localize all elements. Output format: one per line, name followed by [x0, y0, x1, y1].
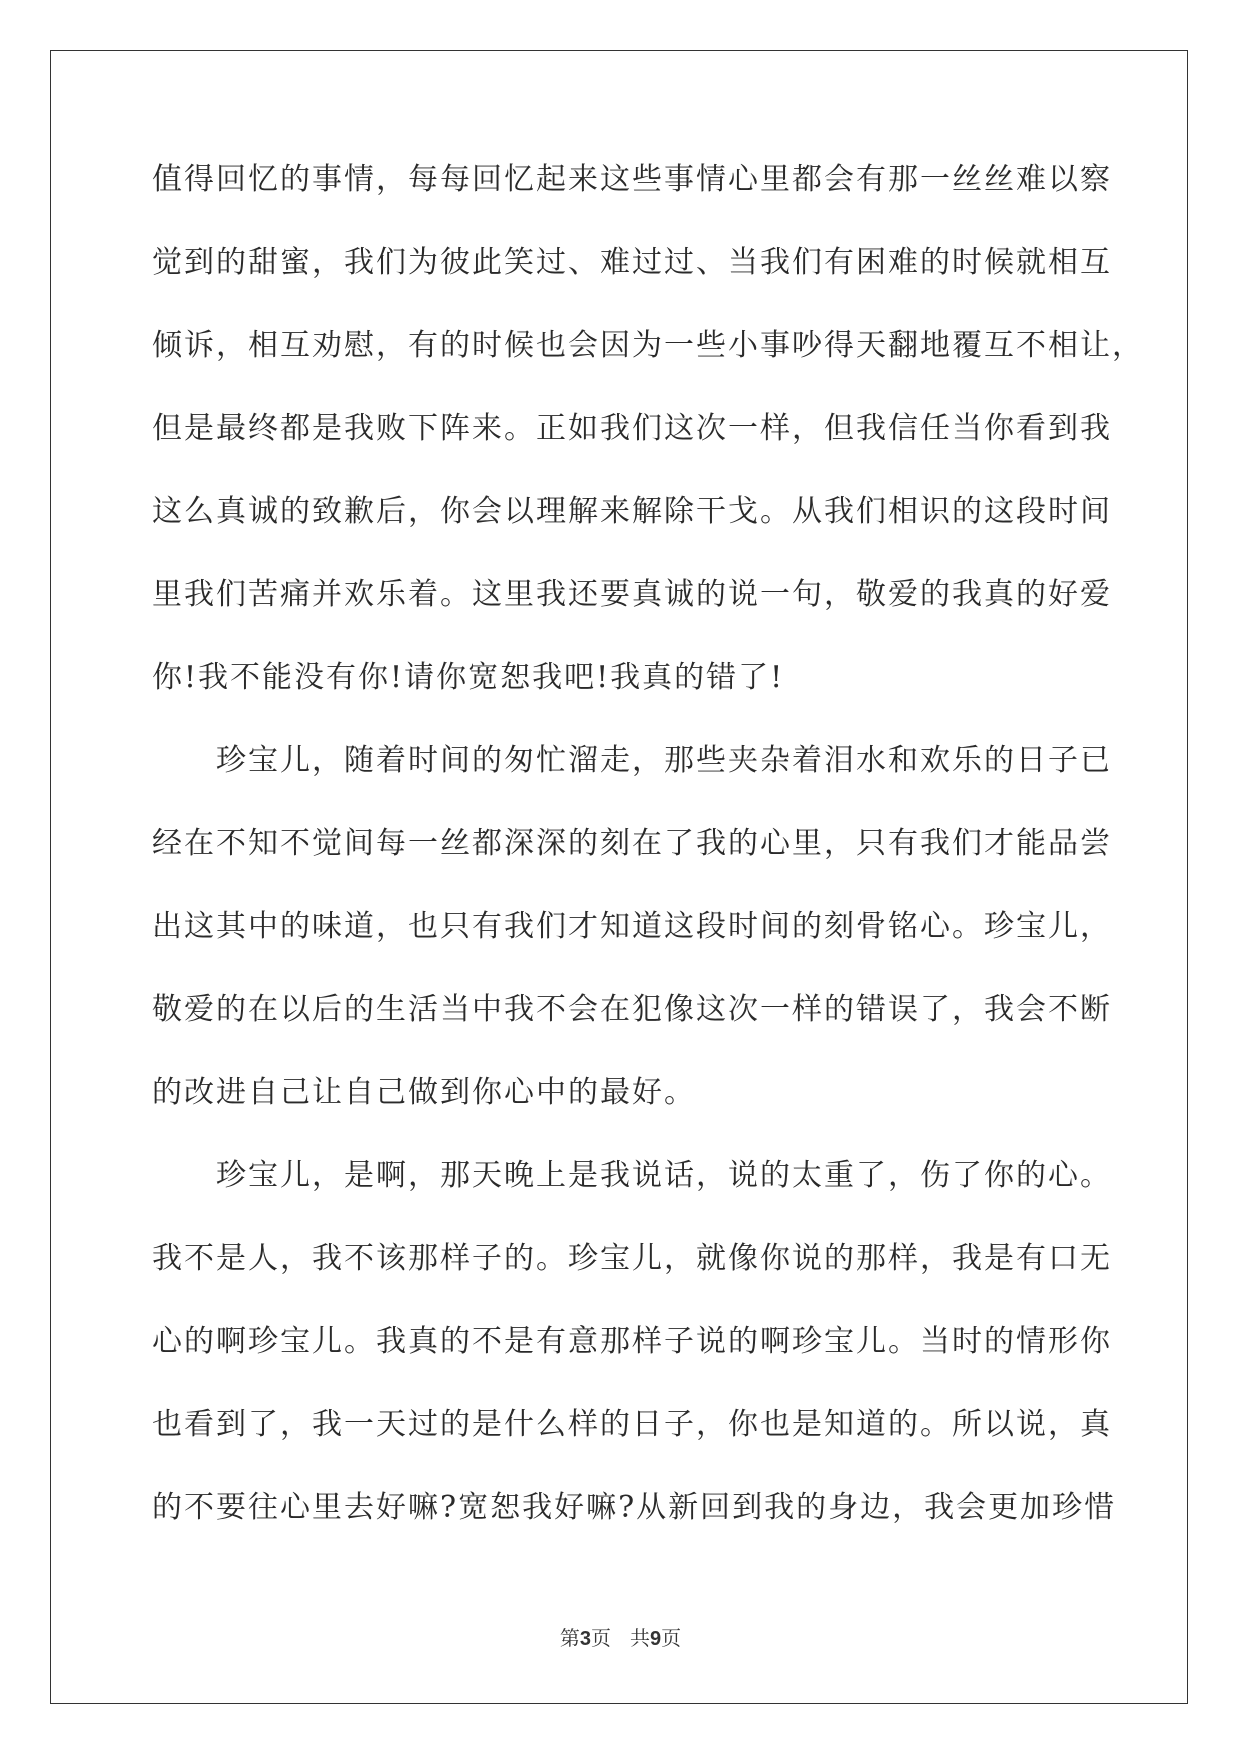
text-line: 倾诉，相互劝慰，有的时候也会因为一些小事吵得天翻地覆互不相让， — [152, 328, 1144, 363]
text-line: 敬爱的在以后的生活当中我不会在犯像这次一样的错误了，我会不断 — [152, 992, 1112, 1027]
total-pages: 9 — [650, 1628, 662, 1650]
text-line: 值得回忆的事情，每每回忆起来这些事情心里都会有那一丝丝难以察 — [152, 162, 1112, 197]
text-line: 经在不知不觉间每一丝都深深的刻在了我的心里，只有我们才能品尝 — [152, 826, 1112, 861]
document-body — [152, 155, 1144, 1566]
text-line: 的不要往心里去好嘛?宽恕我好嘛?从新回到我的身边，我会更加珍惜 — [152, 1490, 1117, 1525]
text-line: 这么真诚的致歉后，你会以理解来解除干戈。从我们相识的这段时间 — [152, 494, 1112, 529]
text-line: 我不是人，我不该那样子的。珍宝儿，就像你说的那样，我是有口无 — [152, 1241, 1112, 1276]
text-line: 里我们苦痛并欢乐着。这里我还要真诚的说一句，敬爱的我真的好爱 — [152, 577, 1112, 612]
text-line: 也看到了，我一天过的是什么样的日子，你也是知道的。所以说，真 — [152, 1407, 1112, 1442]
text-line: 你!我不能没有你!请你宽恕我吧!我真的错了! — [152, 660, 785, 695]
text-line: 但是最终都是我败下阵来。正如我们这次一样，但我信任当你看到我 — [152, 411, 1112, 446]
page-suffix: 页 — [590, 1626, 611, 1650]
text-line: 觉到的甜蜜，我们为彼此笑过、难过过、当我们有困难的时候就相互 — [152, 245, 1112, 280]
page-number: 3 — [579, 1628, 591, 1650]
paragraph-first-line: 珍宝儿，随着时间的匆忙溜走，那些夹杂着泪水和欢乐的日子已 — [216, 743, 1112, 778]
text-line: 的改进自己让自己做到你心中的最好。 — [152, 1075, 696, 1110]
page-footer — [0, 1622, 1241, 1651]
total-suffix: 页 — [661, 1626, 682, 1650]
total-prefix: 共 — [630, 1626, 651, 1650]
page-prefix: 第 — [559, 1626, 580, 1650]
text-line: 心的啊珍宝儿。我真的不是有意那样子说的啊珍宝儿。当时的情形你 — [152, 1324, 1112, 1359]
paragraph-first-line: 珍宝儿，是啊，那天晚上是我说话，说的太重了，伤了你的心。 — [216, 1158, 1112, 1193]
text-line: 出这其中的味道，也只有我们才知道这段时间的刻骨铭心。珍宝儿， — [152, 909, 1112, 944]
